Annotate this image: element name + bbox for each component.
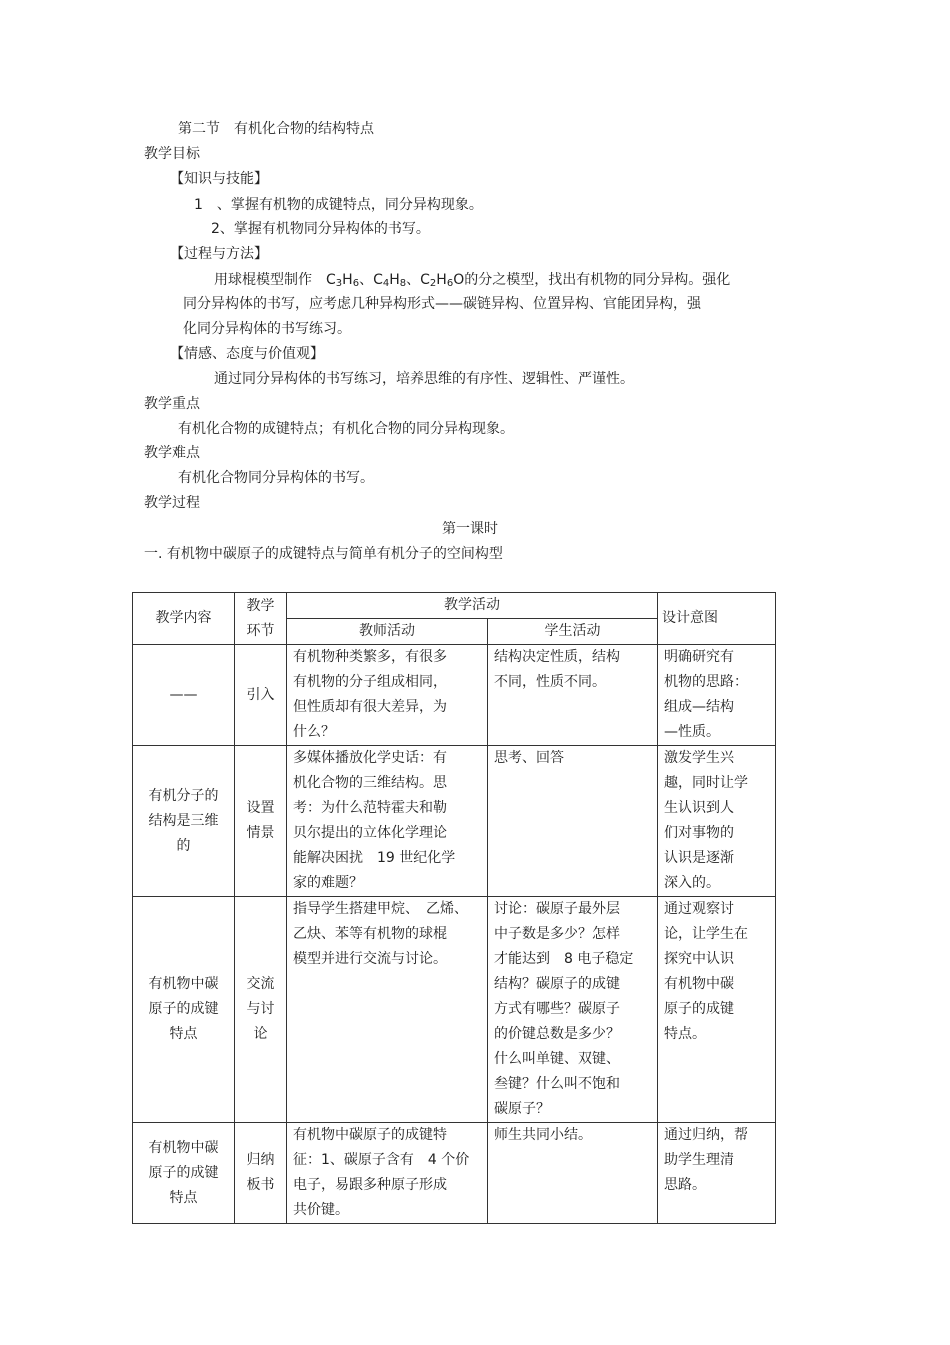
knowledge-item-1: 1 、掌握有机物的成键特点，同分异构现象。 bbox=[194, 197, 483, 213]
table-row bbox=[133, 1123, 776, 1224]
cell-teacher: 有机物种类繁多，有很多 有机物的分子组成相同， 但性质却有很大差异，为 什么？ bbox=[287, 645, 488, 746]
lesson-plan-table bbox=[132, 592, 776, 1224]
cell-intent: 通过归纳，帮 助学生理清 思路。 bbox=[658, 1123, 776, 1224]
table-row bbox=[133, 645, 776, 746]
knowledge-item-2: 2、掌握有机物同分异构体的书写。 bbox=[211, 221, 430, 237]
process-heading: 【过程与方法】 bbox=[170, 246, 268, 262]
table-row bbox=[133, 897, 776, 1123]
process-heading-main: 教学过程 bbox=[144, 495, 200, 511]
header-activity: 教学活动 bbox=[287, 593, 658, 619]
difficulties-heading: 教学难点 bbox=[144, 445, 200, 461]
cell-intent: 激发学生兴 趣，同时让学 生认识到人 们对事物的 认识是逐渐 深入的。 bbox=[658, 746, 776, 897]
header-student: 学生活动 bbox=[488, 619, 658, 645]
objectives-heading: 教学目标 bbox=[144, 146, 200, 162]
formula-1: $C_3H_6$ bbox=[326, 272, 360, 289]
emotion-text: 通过同分异构体的书写练习，培养思维的有序性、逻辑性、严谨性。 bbox=[214, 371, 634, 387]
process-line-3: 化同分异构体的书写练习。 bbox=[183, 321, 351, 337]
knowledge-heading: 【知识与技能】 bbox=[170, 171, 268, 187]
cell-student: 讨论：碳原子最外层 中子数是多少？怎样 才能达到 8 电子稳定 结构？碳原子的成键 方式有哪些？碳原子 的价键总数是多少？ 什么叫单键、双键、 叁键？什么叫不饱和 碳原子？ bbox=[488, 897, 658, 1123]
subsection-title: 一. 有机物中碳原子的成键特点与简单有机分子的空间构型 bbox=[144, 546, 503, 562]
formula-sep-2: 、 bbox=[406, 272, 421, 288]
cell-teacher: 指导学生搭建甲烷、 乙烯、 乙炔、苯等有机物的球棍 模型并进行交流与讨论。 bbox=[287, 897, 488, 1123]
process-line-2: 同分异构体的书写，应考虑几种异构形式——碳链异构、位置异构、官能团异构，强 bbox=[183, 296, 701, 312]
key-points-text: 有机化合物的成键特点；有机化合物的同分异构现象。 bbox=[178, 421, 514, 437]
cell-content: 有机分子的 结构是三维 的 bbox=[133, 746, 235, 897]
process-line1-post: 的分之模型，找出有机物的同分异构。强化 bbox=[464, 272, 731, 288]
cell-intent: 通过观察讨 论，让学生在 探究中认识 有机物中碳 原子的成键 特点。 bbox=[658, 897, 776, 1123]
emotion-heading: 【情感、态度与价值观】 bbox=[170, 346, 324, 362]
cell-stage: 设置 情景 bbox=[235, 746, 287, 897]
cell-content: 有机物中碳 原子的成键 特点 bbox=[133, 897, 235, 1123]
section-title: 第二节 有机化合物的结构特点 bbox=[178, 121, 374, 137]
cell-stage: 引入 bbox=[235, 645, 287, 746]
table-row bbox=[133, 746, 776, 897]
cell-stage: 交流 与讨 论 bbox=[235, 897, 287, 1123]
header-intent: 设计意图 bbox=[658, 593, 776, 645]
header-content: 教学内容 bbox=[133, 593, 235, 645]
process-line1-pre: 用球棍模型制作 bbox=[214, 272, 326, 288]
key-points-heading: 教学重点 bbox=[144, 396, 200, 412]
cell-student: 结构决定性质，结构 不同，性质不同。 bbox=[488, 645, 658, 746]
difficulties-text: 有机化合物同分异构体的书写。 bbox=[178, 470, 374, 486]
formula-2: $C_4H_8$ bbox=[373, 272, 407, 289]
lesson-title: 第一课时 bbox=[442, 521, 498, 537]
formula-3: $C_2H_6O$ bbox=[420, 272, 465, 289]
cell-stage: 归纳 板书 bbox=[235, 1123, 287, 1224]
cell-intent: 明确研究有 机物的思路： 组成—结构 —性质。 bbox=[658, 645, 776, 746]
cell-content: 有机物中碳 原子的成键 特点 bbox=[133, 1123, 235, 1224]
header-stage: 教学 环节 bbox=[235, 593, 287, 645]
formula-sep-1: 、 bbox=[359, 272, 374, 288]
cell-student: 思考、回答 bbox=[488, 746, 658, 897]
cell-teacher: 多媒体播放化学史话：有 机化合物的三维结构。思 考：为什么范特霍夫和勒 贝尔提出的立体化学理论 能解决困扰 19 世纪化学 家的难题？ bbox=[287, 746, 488, 897]
header-teacher: 教师活动 bbox=[287, 619, 488, 645]
cell-content: —— bbox=[133, 645, 235, 746]
process-line-1 bbox=[214, 270, 730, 290]
cell-student: 师生共同小结。 bbox=[488, 1123, 658, 1224]
cell-teacher: 有机物中碳原子的成键特 征：1、碳原子含有 4 个价 电子，易跟多种原子形成 共价键。 bbox=[287, 1123, 488, 1224]
